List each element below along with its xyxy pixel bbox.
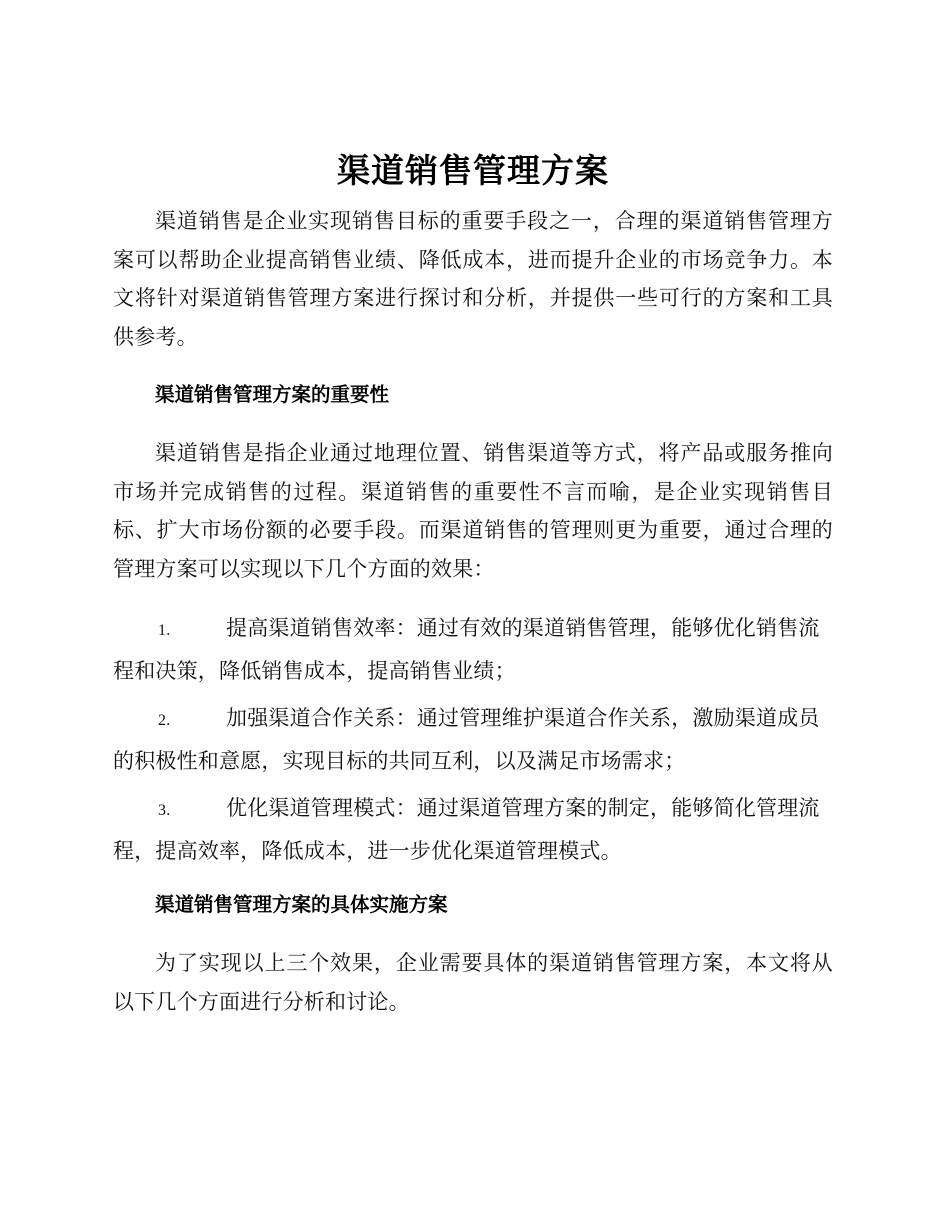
- list-item: [113, 698, 833, 782]
- document-page: [113, 148, 833, 1021]
- importance-paragraph: 渠道销售是指企业通过地理位置、销售渠道等方式，将产品或服务推向市场并完成销售的过程。渠道销售的重要性不言而喻，是企业实现销售目标、扩大市场份额的必要手段。而渠道销售的管理则更为重要，通过合理的管理方案可以实现以下几个方面的效果：: [113, 441, 833, 581]
- list-item: [113, 788, 833, 872]
- list-text: 优化渠道管理模式：通过渠道管理方案的制定，能够简化管理流程，提高效率，降低成本，进一步优化渠道管理模式。: [113, 796, 820, 863]
- effects-list: [113, 608, 833, 872]
- section-heading-importance: 渠道销售管理方案的重要性: [155, 383, 390, 406]
- list-number: 1.: [158, 622, 171, 639]
- list-item: [113, 608, 833, 692]
- document-title: 渠道销售管理方案: [337, 151, 609, 190]
- list-number: 3.: [158, 802, 171, 819]
- list-number: 2.: [158, 712, 171, 729]
- intro-paragraph: 渠道销售是企业实现销售目标的重要手段之一，合理的渠道销售管理方案可以帮助企业提高销售业绩、降低成本，进而提升企业的市场竞争力。本文将针对渠道销售管理方案进行探讨和分析，并提供一些可行的方案和工具供参考。: [113, 209, 833, 349]
- list-text: 加强渠道合作关系：通过管理维护渠道合作关系，激励渠道成员的积极性和意愿，实现目标的共同互利，以及满足市场需求；: [113, 706, 820, 773]
- implementation-paragraph: 为了实现以上三个效果，企业需要具体的渠道销售管理方案，本文将从以下几个方面进行分析和讨论。: [113, 951, 833, 1014]
- section-heading-implementation: 渠道销售管理方案的具体实施方案: [155, 893, 448, 916]
- list-text: 提高渠道销售效率：通过有效的渠道销售管理，能够优化销售流程和决策，降低销售成本，提高销售业绩；: [113, 616, 820, 683]
